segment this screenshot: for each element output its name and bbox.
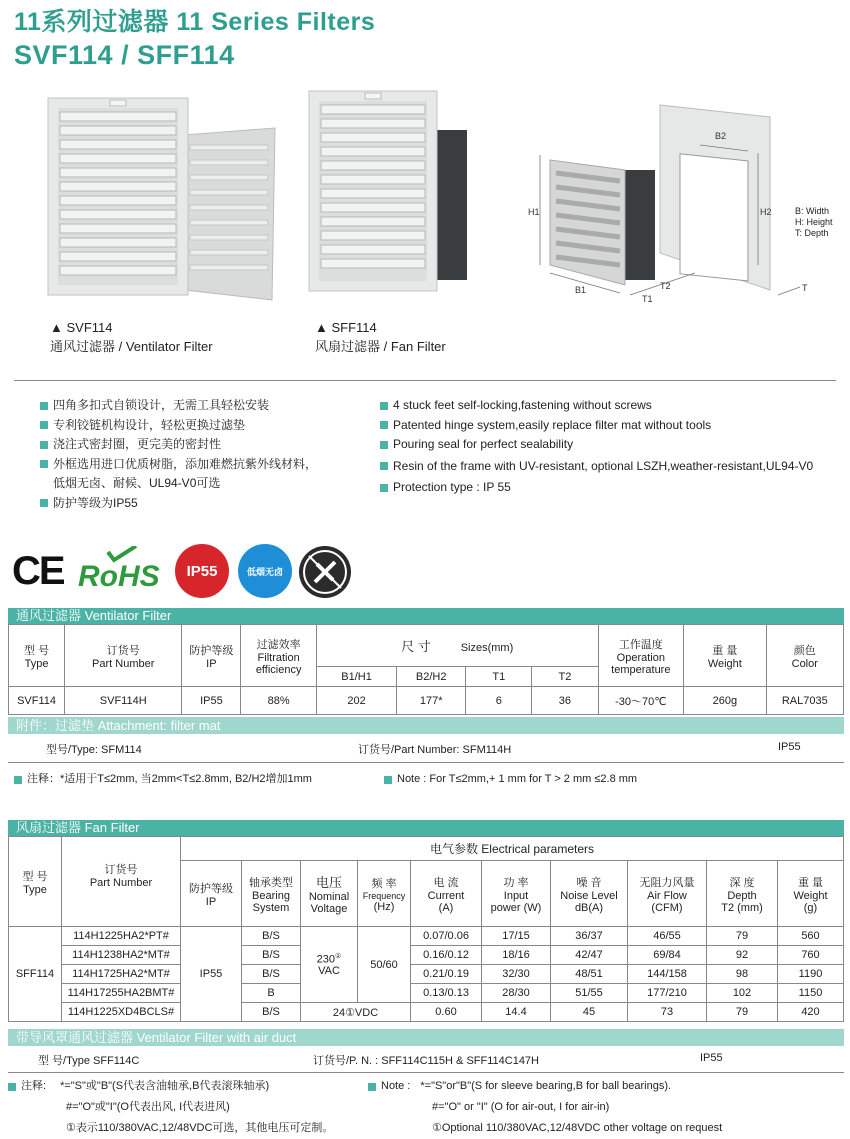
dim-label-h1: H1 bbox=[528, 207, 540, 217]
caption-svf114 bbox=[50, 318, 213, 356]
bullet-icon bbox=[40, 460, 48, 468]
dimension-diagram bbox=[520, 95, 845, 310]
note1-en: Note : For T≤2mm,+ 1 mm for T > 2 mm ≤2.8 mm bbox=[384, 769, 637, 790]
caption-sff114-name: 风扇过滤器 / Fan Filter bbox=[315, 339, 446, 354]
table-row: 114H1225XD4BCLS# B/S 24①VDC 0.60 14.4 45 73 79 420 bbox=[9, 1003, 844, 1022]
bullet-icon bbox=[14, 776, 22, 784]
vent-col-eff: 过滤效率 Filtration efficiency bbox=[241, 625, 316, 687]
note2-en: Note : *="S"or"B"(S for sleeve bearing,B for ball bearings). #="O" or "I" (O for air-out, I for air-in) ①Optional 110/380VAC,12/48VDC other voltage on request bbox=[368, 1076, 838, 1139]
bullet-icon bbox=[40, 441, 48, 449]
dim-label-t2: T2 bbox=[660, 281, 671, 291]
vent-col-temp: 工作温度 Operation temperature bbox=[598, 625, 684, 687]
vent-col-weight: 重 量 Weight bbox=[684, 625, 766, 687]
fan-col-order: 订货号 Part Number bbox=[62, 837, 181, 927]
vent-col-type: 型 号 Type bbox=[9, 625, 65, 687]
caption-svf114-model: ▲ SVF114 bbox=[50, 320, 113, 335]
note2-cn: 注释: *="S"或"B"(S代表含油轴承,B代表滚珠轴承) #="O"或"I"(O代表出风, I代表进风) ①表示110/380VAC,12/48VDC可选，其他电压可定制。 bbox=[8, 1076, 378, 1139]
dim-legend-width: B: Width bbox=[795, 206, 830, 216]
bullet-icon bbox=[8, 1083, 16, 1091]
sff114-product-image bbox=[305, 85, 475, 305]
feature-cn-item: 低烟无卤、耐候、UL94-V0可选 bbox=[53, 476, 221, 490]
lszh-logo: 低烟无卤 bbox=[238, 544, 292, 598]
dim-label-h2: H2 bbox=[760, 207, 772, 217]
caption-sff114 bbox=[315, 318, 446, 356]
table-row: 114H17255HA2BMT# B 0.13/0.13 28/30 51/55 177/210 102 1150 bbox=[9, 984, 844, 1003]
ip55-logo: IP55 bbox=[175, 544, 229, 598]
feature-en-item: 4 stuck feet self-locking,fastening without screws bbox=[380, 396, 840, 416]
table-row: SFF114 114H1225HA2*PT# IP55 B/S 230① VAC 50/60 0.07/0.06 17/15 36/37 46/55 79 560 bbox=[9, 927, 844, 946]
bullet-icon bbox=[380, 441, 388, 449]
ce-logo: CE bbox=[12, 549, 64, 593]
ventilator-table bbox=[8, 624, 844, 715]
section-bar-ventilator: 通风过滤器 Ventilator Filter bbox=[8, 608, 844, 624]
section-bar-fan: 风扇过滤器 Fan Filter bbox=[8, 820, 844, 836]
feature-cn-item: 四角多扣式自锁设计，无需工具轻松安装 bbox=[40, 396, 370, 416]
section-bar-duct: 带导风罩通风过滤器 Ventilator Filter with air duct bbox=[8, 1029, 844, 1046]
rohs-logo: RoHS bbox=[78, 546, 173, 594]
feature-en-item: Resin of the frame with UV-resistant, optional LSZH,weather-resistant,UL94-V0 bbox=[380, 457, 840, 477]
dim-label-b2: B2 bbox=[715, 131, 727, 141]
no-tools-icon bbox=[297, 544, 353, 600]
feature-en-item: Pouring seal for perfect sealability bbox=[380, 435, 840, 455]
fan-col-electrical: 电气参数 Electrical parameters bbox=[181, 837, 844, 861]
attachment-row: 型号/Type: SFM114 订货号/Part Number: SFM114H IP55 bbox=[8, 734, 844, 763]
dim-label-b1: B1 bbox=[575, 285, 587, 295]
vent-col-b2: B2/H2 bbox=[397, 667, 466, 687]
vent-col-b1: B1/H1 bbox=[316, 667, 396, 687]
table-row: 114H1725HA2*MT# B/S 0.21/0.19 32/30 48/51 144/158 98 1190 bbox=[9, 965, 844, 984]
section-bar-attachment: 附件：过滤垫 Attachment: filter mat bbox=[8, 717, 844, 734]
features-en bbox=[380, 396, 840, 498]
bullet-icon bbox=[40, 402, 48, 410]
table-row: SVF114 SVF114H IP55 88% 202 177* 6 36 -30～70℃ 260g RAL7035 bbox=[9, 687, 844, 715]
feature-cn-item: 专利铰链机构设计，轻松更换过滤垫 bbox=[40, 416, 370, 436]
bullet-icon bbox=[40, 499, 48, 507]
bullet-icon bbox=[380, 421, 388, 429]
table-row: 114H1238HA2*MT# B/S 0.16/0.12 18/16 42/47 69/84 92 760 bbox=[9, 946, 844, 965]
vent-col-t2: T2 bbox=[532, 667, 598, 687]
bullet-icon bbox=[384, 776, 392, 784]
bullet-icon bbox=[368, 1083, 376, 1091]
feature-en-item: Patented hinge system,easily replace filter mat without tools bbox=[380, 416, 840, 436]
feature-cn-item: 浇注式密封圈，更完美的密封性 bbox=[40, 435, 370, 455]
feature-cn-item: 外框选用进口优质树脂，添加难燃抗紫外线材料， bbox=[40, 455, 370, 475]
bullet-icon bbox=[380, 402, 388, 410]
bullet-icon bbox=[380, 484, 388, 492]
fan-col-type: 型 号 Type bbox=[9, 837, 62, 927]
dim-legend-depth: T: Depth bbox=[795, 228, 829, 238]
dim-label-t1: T1 bbox=[642, 294, 653, 304]
feature-cn-item: 防护等级为IP55 bbox=[40, 494, 370, 514]
bullet-icon bbox=[40, 421, 48, 429]
dim-legend-height: H: Height bbox=[795, 217, 833, 227]
note1-cn: 注释：*适用于T≤2mm, 当2mm<T≤2.8mm, B2/H2增加1mm bbox=[14, 769, 312, 790]
bullet-icon bbox=[380, 462, 388, 470]
vent-col-ip: 防护等级 IP bbox=[182, 625, 241, 687]
caption-sff114-model: ▲ SFF114 bbox=[315, 320, 377, 335]
vent-col-color: 颜色 Color bbox=[766, 625, 843, 687]
vent-col-sizes: 尺 寸 Sizes(mm) bbox=[316, 625, 598, 667]
caption-svf114-name: 通风过滤器 / Ventilator Filter bbox=[50, 339, 213, 354]
vent-col-t1: T1 bbox=[466, 667, 532, 687]
svf114-product-image bbox=[40, 90, 280, 305]
page-subtitle: SVF114 / SFF114 bbox=[14, 40, 235, 70]
page-title: 11系列过滤器 11 Series Filters bbox=[14, 8, 376, 36]
dim-label-t: T bbox=[802, 283, 808, 293]
features-cn bbox=[40, 396, 370, 513]
divider bbox=[14, 380, 836, 381]
duct-row: 型 号/Type SFF114C 订货号/P. N. : SFF114C115H & SFF114C147H IP55 bbox=[8, 1046, 844, 1073]
fan-filter-table: 型 号 Type 订货号 Part Number 电气参数 Electrical parameters 防护等级 IP 轴承类型 Bearing System 电压 Nominal Voltage 频 率 Frequency (Hz) 电 流 Current (A) 功 率 Input power (W) 噪 音 Noise Level dB(A) 无阻力风量 Air Flow (CFM) 深 度 Depth T2 (mm) 重 量 Weight (g) SFF114 114H1225HA2*PT# IP55 B/S 230① VAC 50/60 0.07/0.06 17/15 36/37 46/55 79 560 114H1238HA2*MT# B/S 0.16/0.12 18/16 42/47 69/84 92 760 114H1725HA2*MT# B/S 0.21/0.19 32/30 48/51 144/158 98 1190 114H17255HA2BMT# B 0.13/0.13 28/30 51/55 177/210 102 1150 114H1225XD4BCLS# B/S 24①VDC 0.60 14.4 45 73 79 420 bbox=[8, 836, 844, 1022]
feature-en-item: Protection type : IP 55 bbox=[380, 478, 840, 498]
vent-col-order: 订货号 Part Number bbox=[65, 625, 182, 687]
